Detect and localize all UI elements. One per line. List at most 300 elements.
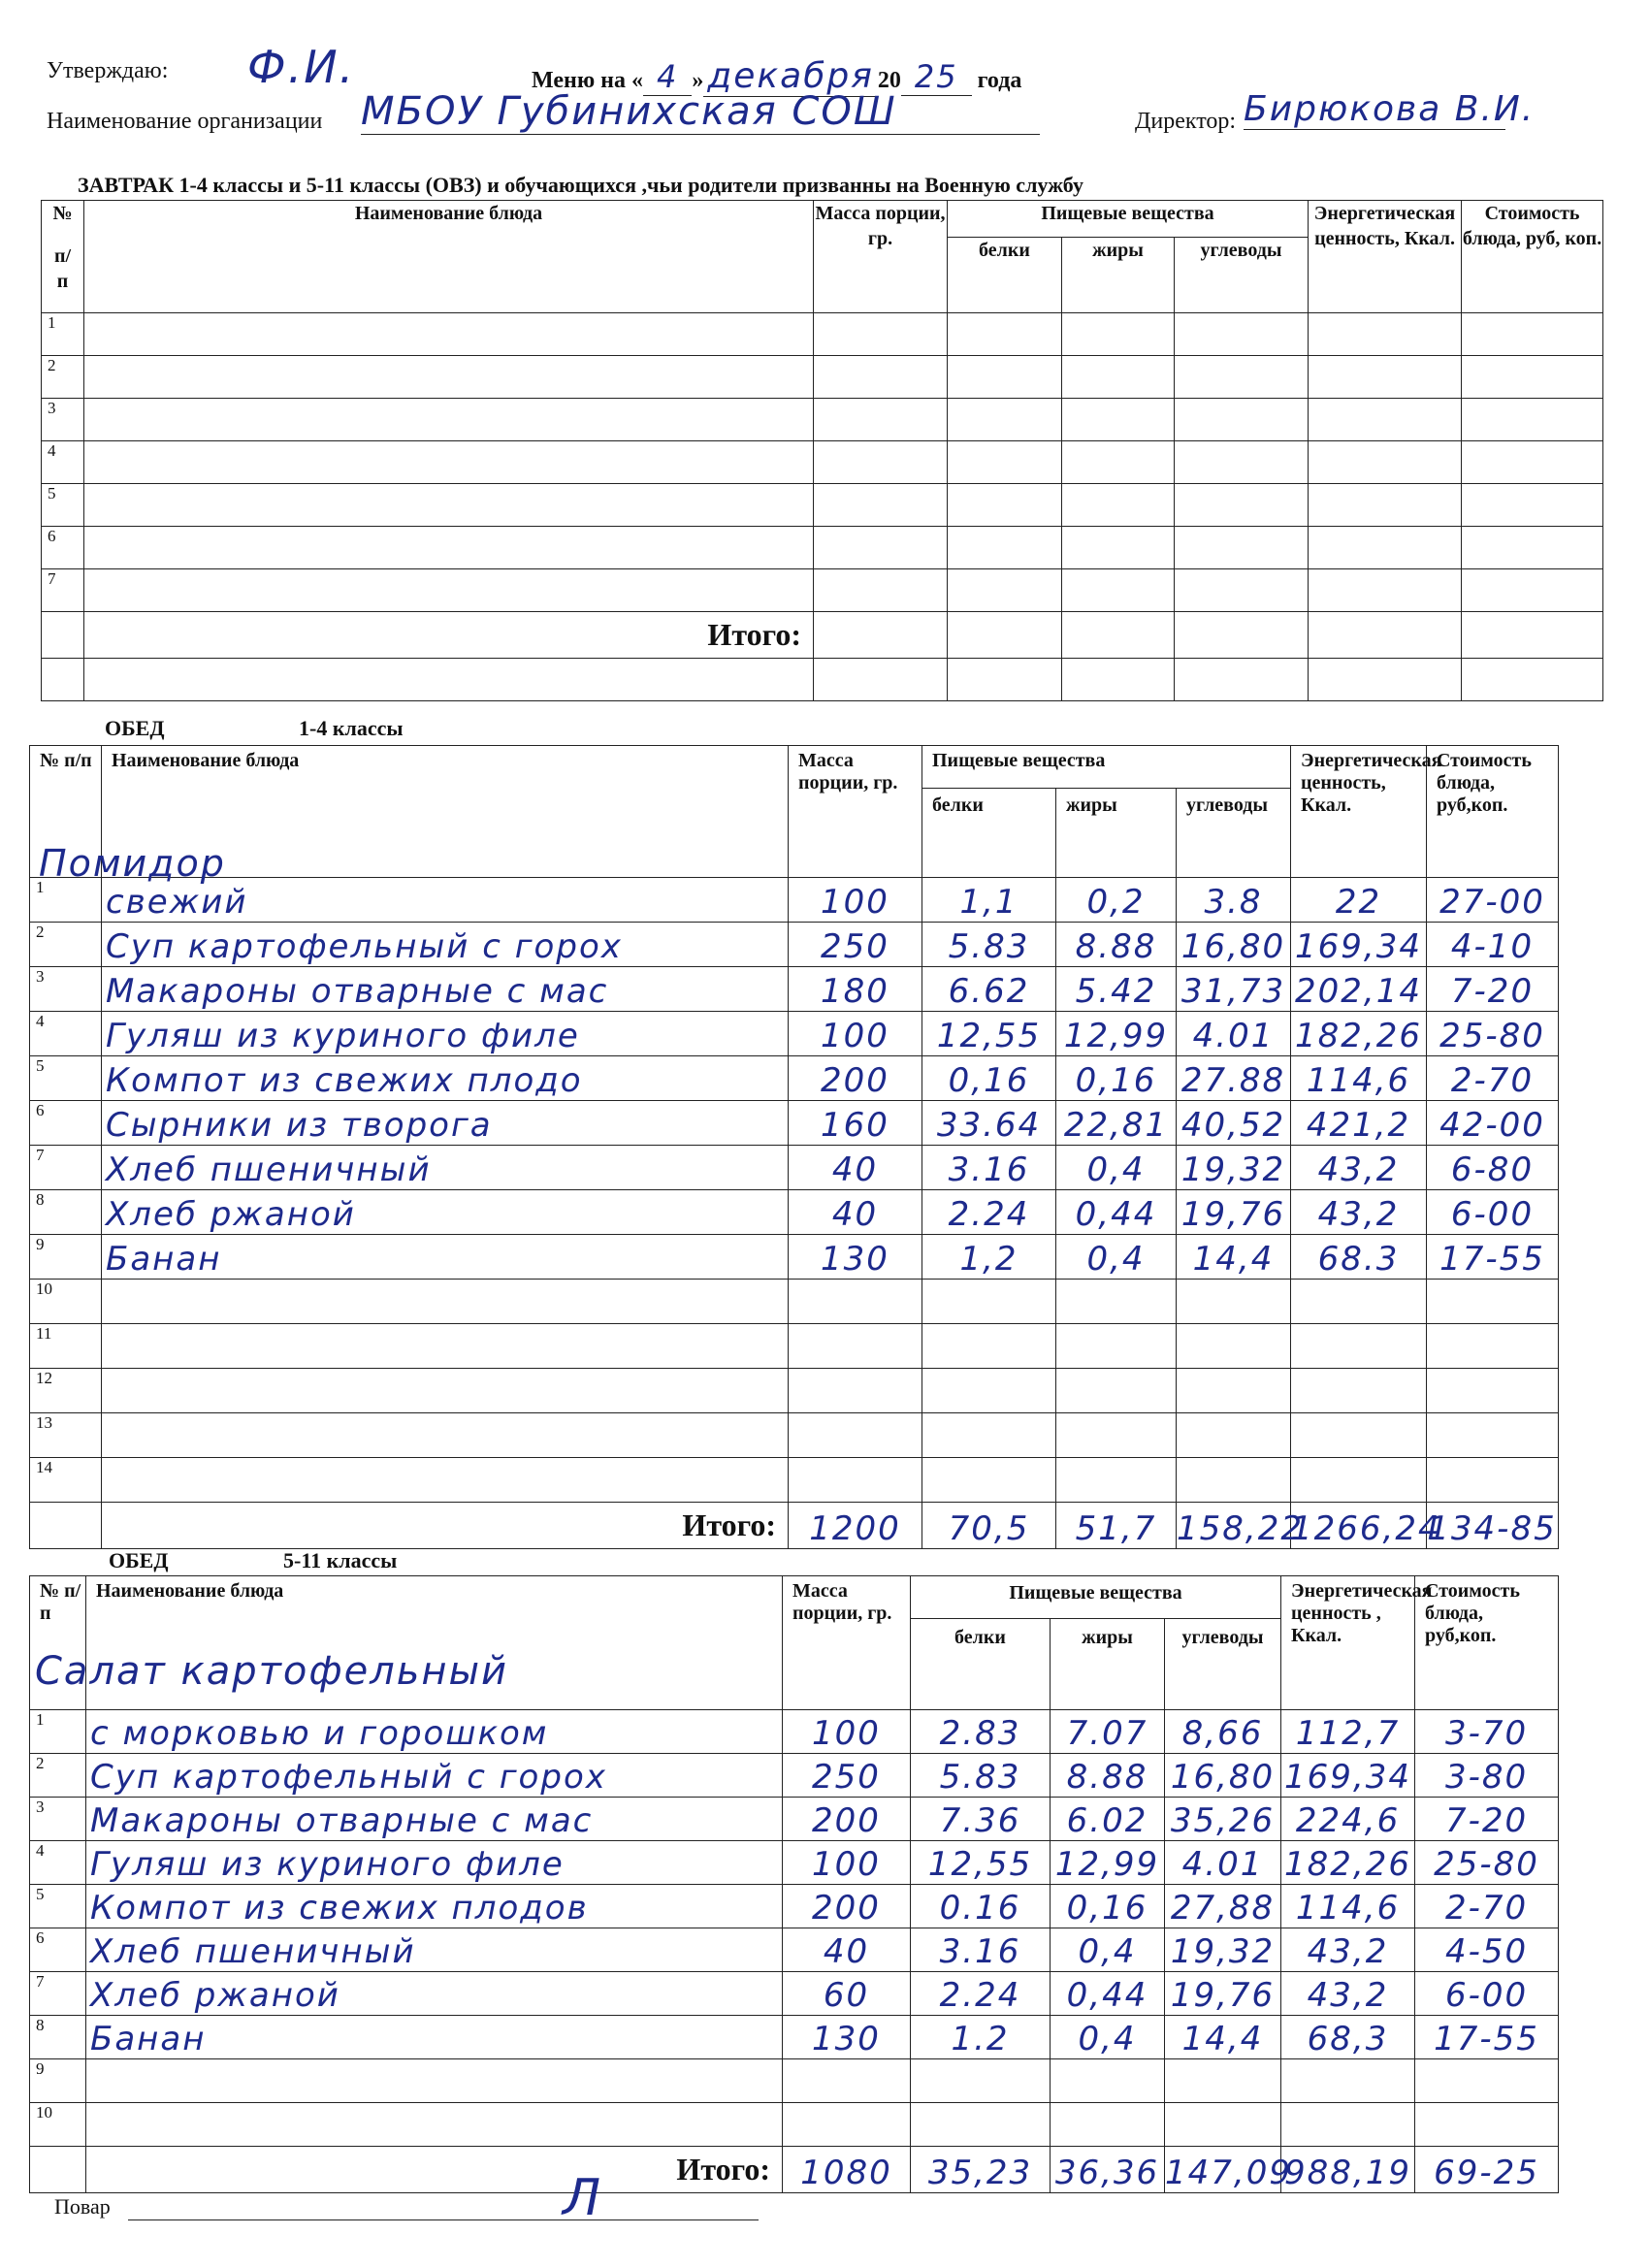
table-row xyxy=(42,399,1603,441)
dish-name: Макароны отварные с мас xyxy=(86,1798,783,1841)
protein: 3.16 xyxy=(922,1146,1056,1190)
mass xyxy=(789,1369,922,1413)
energy: 182,26 xyxy=(1291,1012,1427,1056)
breakfast-col-no-3: п xyxy=(56,271,69,292)
breakfast-col-no xyxy=(42,201,84,313)
energy: 421,2 xyxy=(1291,1101,1427,1146)
approve-label: Утверждаю: xyxy=(47,58,169,83)
mass: 40 xyxy=(789,1146,922,1190)
cost: 4-50 xyxy=(1415,1928,1559,1972)
menu-year-suffix: года xyxy=(971,68,1022,93)
lunch1-col-name: Наименование блюда xyxy=(102,746,789,878)
row-number: 7 xyxy=(30,1972,86,2016)
fat: 7.07 xyxy=(1051,1710,1165,1754)
dish-name xyxy=(102,1324,789,1369)
carbs: 19,76 xyxy=(1165,1972,1281,2016)
lunch2-first-item-top: Салат картофельный xyxy=(35,1649,509,1694)
row-number: 1 xyxy=(30,878,102,923)
breakfast-title: ЗАВТРАК 1-4 классы и 5-11 классы (ОВЗ) и обучающихся ,чьи родители призванны на Военную службу xyxy=(78,173,1083,197)
energy: 202,14 xyxy=(1291,967,1427,1012)
energy: 22 xyxy=(1291,878,1427,923)
lunch1-total-protein: 70,5 xyxy=(922,1503,1056,1549)
lunch2-total-carbs: 147,09 xyxy=(1165,2147,1281,2193)
cook-signature-line xyxy=(128,2219,759,2220)
lunch2-classes: 5-11 классы xyxy=(283,1548,398,1572)
lunch2-col-cost: Стоимость блюда, руб,коп. xyxy=(1415,1576,1559,1710)
lunch2-total-label: Итого: xyxy=(86,2147,783,2193)
cost xyxy=(1427,1458,1559,1503)
lunch1-col-protein: белки xyxy=(922,789,1056,878)
table-row xyxy=(30,1235,1559,1280)
table-row xyxy=(42,569,1603,612)
fat: 0,4 xyxy=(1051,2016,1165,2059)
protein: 1,1 xyxy=(922,878,1056,923)
energy: 68,3 xyxy=(1281,2016,1415,2059)
carbs xyxy=(1177,1458,1291,1503)
fat: 0,16 xyxy=(1051,1885,1165,1928)
mass: 100 xyxy=(783,1710,911,1754)
dish-name: Суп картофельный с горох xyxy=(102,923,789,967)
cost: 3-80 xyxy=(1415,1754,1559,1798)
lunch2-total-cost: 69-25 xyxy=(1415,2147,1559,2193)
protein: 2.24 xyxy=(922,1190,1056,1235)
mass: 100 xyxy=(783,1841,911,1885)
table-row xyxy=(30,2103,1559,2147)
fat: 0,44 xyxy=(1051,1972,1165,2016)
lunch1-col-cost: Стоимость блюда, руб,коп. xyxy=(1427,746,1559,878)
cost: 25-80 xyxy=(1415,1841,1559,1885)
fat: 0,4 xyxy=(1056,1146,1177,1190)
dish-name xyxy=(86,2103,783,2147)
row-number: 10 xyxy=(30,1280,102,1324)
fat: 0,16 xyxy=(1056,1056,1177,1101)
energy xyxy=(1291,1369,1427,1413)
row-number: 2 xyxy=(42,356,84,399)
protein: 33.64 xyxy=(922,1101,1056,1146)
cook-signature: Л xyxy=(563,2169,603,2227)
energy xyxy=(1281,2103,1415,2147)
energy: 43,2 xyxy=(1281,1928,1415,1972)
mass: 200 xyxy=(783,1885,911,1928)
fat xyxy=(1056,1324,1177,1369)
carbs: 35,26 xyxy=(1165,1798,1281,1841)
protein xyxy=(922,1280,1056,1324)
cost: 4-10 xyxy=(1427,923,1559,967)
cost: 7-20 xyxy=(1415,1798,1559,1841)
lunch1-total-mass: 1200 xyxy=(789,1503,922,1549)
dish-name: Хлеб пшеничный xyxy=(86,1928,783,1972)
fat: 12,99 xyxy=(1051,1841,1165,1885)
energy: 224,6 xyxy=(1281,1798,1415,1841)
cost xyxy=(1427,1369,1559,1413)
lunch2-col-protein: белки xyxy=(911,1619,1051,1710)
mass: 130 xyxy=(783,2016,911,2059)
lunch1-first-item-top: Помидор xyxy=(39,842,226,885)
carbs xyxy=(1177,1413,1291,1458)
table-row xyxy=(30,1369,1559,1413)
table-row xyxy=(30,1928,1559,1972)
mass: 180 xyxy=(789,967,922,1012)
carbs: 4.01 xyxy=(1177,1012,1291,1056)
table-row xyxy=(30,1056,1559,1101)
table-row xyxy=(30,2059,1559,2103)
carbs: 19,76 xyxy=(1177,1190,1291,1235)
table-row xyxy=(42,484,1603,527)
row-number: 3 xyxy=(30,967,102,1012)
lunch1-col-mass: Масса порции, гр. xyxy=(789,746,922,878)
mass: 250 xyxy=(789,923,922,967)
lunch2-col-name: Наименование блюда xyxy=(86,1576,783,1710)
energy: 114,6 xyxy=(1291,1056,1427,1101)
table-row xyxy=(30,1190,1559,1235)
lunch1-total-carbs: 158,22 xyxy=(1177,1503,1291,1549)
fat: 0,44 xyxy=(1056,1190,1177,1235)
energy xyxy=(1281,2059,1415,2103)
dish-name: Гуляш из куриного филе xyxy=(86,1841,783,1885)
carbs: 14,4 xyxy=(1177,1235,1291,1280)
breakfast-col-no-2: п/ xyxy=(53,245,72,267)
row-number: 2 xyxy=(30,1754,86,1798)
org-value: МБОУ Губинихская СОШ xyxy=(361,89,1040,135)
dish-name: Гуляш из куриного филе xyxy=(102,1012,789,1056)
protein: 2.83 xyxy=(911,1710,1051,1754)
fat xyxy=(1056,1280,1177,1324)
row-number: 1 xyxy=(30,1710,86,1754)
lunch2-col-carbs: углеводы xyxy=(1165,1619,1281,1710)
org-label: Наименование организации xyxy=(47,109,323,134)
mass xyxy=(783,2103,911,2147)
row-number: 7 xyxy=(30,1146,102,1190)
protein: 1,2 xyxy=(922,1235,1056,1280)
lunch2-col-no: № п/п xyxy=(30,1576,86,1710)
table-row xyxy=(30,1101,1559,1146)
table-row xyxy=(30,1798,1559,1841)
row-number: 9 xyxy=(30,2059,86,2103)
row-number: 8 xyxy=(30,1190,102,1235)
table-row xyxy=(30,1458,1559,1503)
row-number: 2 xyxy=(30,923,102,967)
lunch1-col-energy: Энергетическая ценность, Ккал. xyxy=(1291,746,1427,878)
dish-name: Хлеб пшеничный xyxy=(102,1146,789,1190)
carbs: 27.88 xyxy=(1177,1056,1291,1101)
dish-name xyxy=(102,1413,789,1458)
protein xyxy=(922,1413,1056,1458)
protein xyxy=(922,1369,1056,1413)
carbs: 19,32 xyxy=(1177,1146,1291,1190)
mass xyxy=(789,1458,922,1503)
row-number: 5 xyxy=(42,484,84,527)
lunch1-col-carbs: углеводы xyxy=(1177,789,1291,878)
lunch1-total-label: Итого: xyxy=(102,1503,789,1549)
row-number: 11 xyxy=(30,1324,102,1369)
breakfast-col-cost: Стоимость блюда, руб, коп. xyxy=(1462,201,1603,313)
table-row xyxy=(30,2016,1559,2059)
row-number: 12 xyxy=(30,1369,102,1413)
energy: 114,6 xyxy=(1281,1885,1415,1928)
lunch1-title: ОБЕД xyxy=(105,716,165,740)
mass: 200 xyxy=(783,1798,911,1841)
lunch2-total-mass: 1080 xyxy=(783,2147,911,2193)
protein: 3.16 xyxy=(911,1928,1051,1972)
row-number: 6 xyxy=(42,527,84,569)
table-row xyxy=(30,1324,1559,1369)
dish-name: Суп картофельный с горох xyxy=(86,1754,783,1798)
table-row xyxy=(42,527,1603,569)
mass xyxy=(789,1280,922,1324)
breakfast-col-carbs: углеводы xyxy=(1175,238,1309,313)
cook-label: Повар xyxy=(54,2194,111,2219)
fat: 12,99 xyxy=(1056,1012,1177,1056)
menu-year: 25 xyxy=(901,58,972,96)
lunch2-col-fat: жиры xyxy=(1051,1619,1165,1710)
energy: 68.3 xyxy=(1291,1235,1427,1280)
lunch1-total-energy: 1266,24 xyxy=(1291,1503,1427,1549)
carbs: 16,80 xyxy=(1177,923,1291,967)
cost: 6-00 xyxy=(1427,1190,1559,1235)
lunch2-col-energy: Энергетическая ценность , Ккал. xyxy=(1281,1576,1415,1710)
fat: 8.88 xyxy=(1056,923,1177,967)
fat: 5.42 xyxy=(1056,967,1177,1012)
fat: 22,81 xyxy=(1056,1101,1177,1146)
row-number: 13 xyxy=(30,1413,102,1458)
dish-name xyxy=(102,1458,789,1503)
lunch1-col-fat: жиры xyxy=(1056,789,1177,878)
protein: 7.36 xyxy=(911,1798,1051,1841)
mass xyxy=(789,1324,922,1369)
lunch2-title: ОБЕД xyxy=(109,1548,169,1572)
table-row xyxy=(30,1280,1559,1324)
breakfast-col-mass: Масса порции, гр. xyxy=(814,201,948,313)
fat xyxy=(1056,1458,1177,1503)
energy xyxy=(1291,1413,1427,1458)
row-number: 1 xyxy=(42,313,84,356)
menu-prefix: Меню на « xyxy=(532,68,643,93)
carbs: 27,88 xyxy=(1165,1885,1281,1928)
lunch2-col-mass: Масса порции, гр. xyxy=(783,1576,911,1710)
director-value: Бирюкова В.И. xyxy=(1244,89,1536,129)
mass: 130 xyxy=(789,1235,922,1280)
energy xyxy=(1291,1458,1427,1503)
mass: 100 xyxy=(789,878,922,923)
lunch1-table xyxy=(29,745,1559,1549)
row-number: 3 xyxy=(30,1798,86,1841)
table-row xyxy=(30,1413,1559,1458)
carbs: 3.8 xyxy=(1177,878,1291,923)
cost: 42-00 xyxy=(1427,1101,1559,1146)
table-row xyxy=(30,1146,1559,1190)
dish-name: Компот из свежих плодов xyxy=(86,1885,783,1928)
cost xyxy=(1427,1280,1559,1324)
lunch2-total-fat: 36,36 xyxy=(1051,2147,1165,2193)
cost: 6-00 xyxy=(1415,1972,1559,2016)
row-number: 5 xyxy=(30,1885,86,1928)
dish-name: Банан xyxy=(102,1235,789,1280)
protein: 2.24 xyxy=(911,1972,1051,2016)
row-number: 8 xyxy=(30,2016,86,2059)
fat: 0,2 xyxy=(1056,878,1177,923)
menu-month-sep: » xyxy=(692,68,704,93)
table-row xyxy=(30,1841,1559,1885)
protein: 0,16 xyxy=(922,1056,1056,1101)
table-row xyxy=(30,923,1559,967)
dish-name: Макароны отварные с мас xyxy=(102,967,789,1012)
row-number: 5 xyxy=(30,1056,102,1101)
cost xyxy=(1415,2103,1559,2147)
menu-month: декабря xyxy=(703,56,878,97)
lunch1-total-fat: 51,7 xyxy=(1056,1503,1177,1549)
fat xyxy=(1051,2059,1165,2103)
dish-name: Сырники из творога xyxy=(102,1101,789,1146)
cost: 17-55 xyxy=(1427,1235,1559,1280)
carbs: 16,80 xyxy=(1165,1754,1281,1798)
breakfast-total-label: Итого: xyxy=(84,612,814,659)
row-number: 4 xyxy=(30,1012,102,1056)
mass: 200 xyxy=(789,1056,922,1101)
carbs: 14,4 xyxy=(1165,2016,1281,2059)
fat: 8.88 xyxy=(1051,1754,1165,1798)
table-row xyxy=(42,356,1603,399)
protein: 0.16 xyxy=(911,1885,1051,1928)
lunch1-total-row xyxy=(30,1503,1559,1549)
row-number: 6 xyxy=(30,1101,102,1146)
carbs: 4.01 xyxy=(1165,1841,1281,1885)
mass: 40 xyxy=(789,1190,922,1235)
fat xyxy=(1056,1369,1177,1413)
table-row xyxy=(42,313,1603,356)
carbs: 19,32 xyxy=(1165,1928,1281,1972)
energy xyxy=(1291,1280,1427,1324)
row-number: 4 xyxy=(30,1841,86,1885)
breakfast-col-no-1: № xyxy=(52,203,73,224)
breakfast-col-name: Наименование блюда xyxy=(84,201,814,313)
mass xyxy=(789,1413,922,1458)
breakfast-table xyxy=(41,200,1603,701)
carbs xyxy=(1165,2059,1281,2103)
energy: 43,2 xyxy=(1291,1190,1427,1235)
protein: 1.2 xyxy=(911,2016,1051,2059)
table-row xyxy=(30,967,1559,1012)
cost: 25-80 xyxy=(1427,1012,1559,1056)
mass: 60 xyxy=(783,1972,911,2016)
menu-day: 4 xyxy=(643,58,692,96)
mass: 40 xyxy=(783,1928,911,1972)
cost xyxy=(1427,1324,1559,1369)
cost: 2-70 xyxy=(1427,1056,1559,1101)
lunch2-total-energy: 988,19 xyxy=(1281,2147,1415,2193)
dish-name xyxy=(102,1369,789,1413)
breakfast-col-energy: Энергетическая ценность, Ккал. xyxy=(1309,201,1462,313)
carbs: 31,73 xyxy=(1177,967,1291,1012)
protein: 12,55 xyxy=(922,1012,1056,1056)
dish-name: с морковью и горошком xyxy=(86,1710,783,1754)
carbs xyxy=(1177,1324,1291,1369)
lunch2-total-protein: 35,23 xyxy=(911,2147,1051,2193)
carbs xyxy=(1177,1280,1291,1324)
breakfast-col-nutrients: Пищевые вещества xyxy=(948,201,1309,238)
protein xyxy=(911,2103,1051,2147)
carbs: 40,52 xyxy=(1177,1101,1291,1146)
lunch1-col-no: № п/п xyxy=(30,746,102,878)
protein: 5.83 xyxy=(922,923,1056,967)
energy: 169,34 xyxy=(1291,923,1427,967)
protein: 5.83 xyxy=(911,1754,1051,1798)
energy: 112,7 xyxy=(1281,1710,1415,1754)
cost: 3-70 xyxy=(1415,1710,1559,1754)
dish-name: свежий xyxy=(102,878,789,923)
protein xyxy=(922,1324,1056,1369)
carbs xyxy=(1165,2103,1281,2147)
cost: 2-70 xyxy=(1415,1885,1559,1928)
protein xyxy=(911,2059,1051,2103)
cost xyxy=(1415,2059,1559,2103)
protein: 12,55 xyxy=(911,1841,1051,1885)
lunch1-classes: 1-4 классы xyxy=(299,716,404,740)
breakfast-col-fat: жиры xyxy=(1062,238,1175,313)
row-number: 14 xyxy=(30,1458,102,1503)
carbs: 8,66 xyxy=(1165,1710,1281,1754)
table-row xyxy=(30,1754,1559,1798)
cost: 6-80 xyxy=(1427,1146,1559,1190)
row-number: 7 xyxy=(42,569,84,612)
energy xyxy=(1291,1324,1427,1369)
director-label: Директор: xyxy=(1135,109,1237,134)
dish-name: Компот из свежих плодо xyxy=(102,1056,789,1101)
table-row xyxy=(30,1012,1559,1056)
energy: 169,34 xyxy=(1281,1754,1415,1798)
dish-name: Хлеб ржаной xyxy=(86,1972,783,2016)
table-row xyxy=(30,1885,1559,1928)
cost: 17-55 xyxy=(1415,2016,1559,2059)
cost: 27-00 xyxy=(1427,878,1559,923)
row-number: 6 xyxy=(30,1928,86,1972)
approve-signature: Ф.И. xyxy=(247,41,356,93)
lunch1-col-nutrients: Пищевые вещества xyxy=(922,746,1291,789)
cost: 7-20 xyxy=(1427,967,1559,1012)
fat xyxy=(1056,1413,1177,1458)
energy: 43,2 xyxy=(1291,1146,1427,1190)
carbs xyxy=(1177,1369,1291,1413)
lunch2-total-row xyxy=(30,2147,1559,2193)
dish-name xyxy=(86,2059,783,2103)
dish-name: Банан xyxy=(86,2016,783,2059)
protein: 6.62 xyxy=(922,967,1056,1012)
dish-name xyxy=(102,1280,789,1324)
fat: 0,4 xyxy=(1056,1235,1177,1280)
table-row xyxy=(30,878,1559,923)
table-row xyxy=(42,441,1603,484)
table-row xyxy=(30,1710,1559,1754)
fat: 0,4 xyxy=(1051,1928,1165,1972)
mass: 250 xyxy=(783,1754,911,1798)
cost xyxy=(1427,1413,1559,1458)
protein xyxy=(922,1458,1056,1503)
row-number: 10 xyxy=(30,2103,86,2147)
row-number: 4 xyxy=(42,441,84,484)
mass: 100 xyxy=(789,1012,922,1056)
mass: 160 xyxy=(789,1101,922,1146)
fat xyxy=(1051,2103,1165,2147)
row-number: 3 xyxy=(42,399,84,441)
row-number: 9 xyxy=(30,1235,102,1280)
dish-name: Хлеб ржаной xyxy=(102,1190,789,1235)
table-row xyxy=(30,1972,1559,2016)
energy: 43,2 xyxy=(1281,1972,1415,2016)
lunch2-col-nutrients: Пищевые вещества xyxy=(911,1576,1281,1619)
menu-year-prefix: 20 xyxy=(877,68,901,93)
fat: 6.02 xyxy=(1051,1798,1165,1841)
breakfast-col-protein: белки xyxy=(948,238,1062,313)
energy: 182,26 xyxy=(1281,1841,1415,1885)
